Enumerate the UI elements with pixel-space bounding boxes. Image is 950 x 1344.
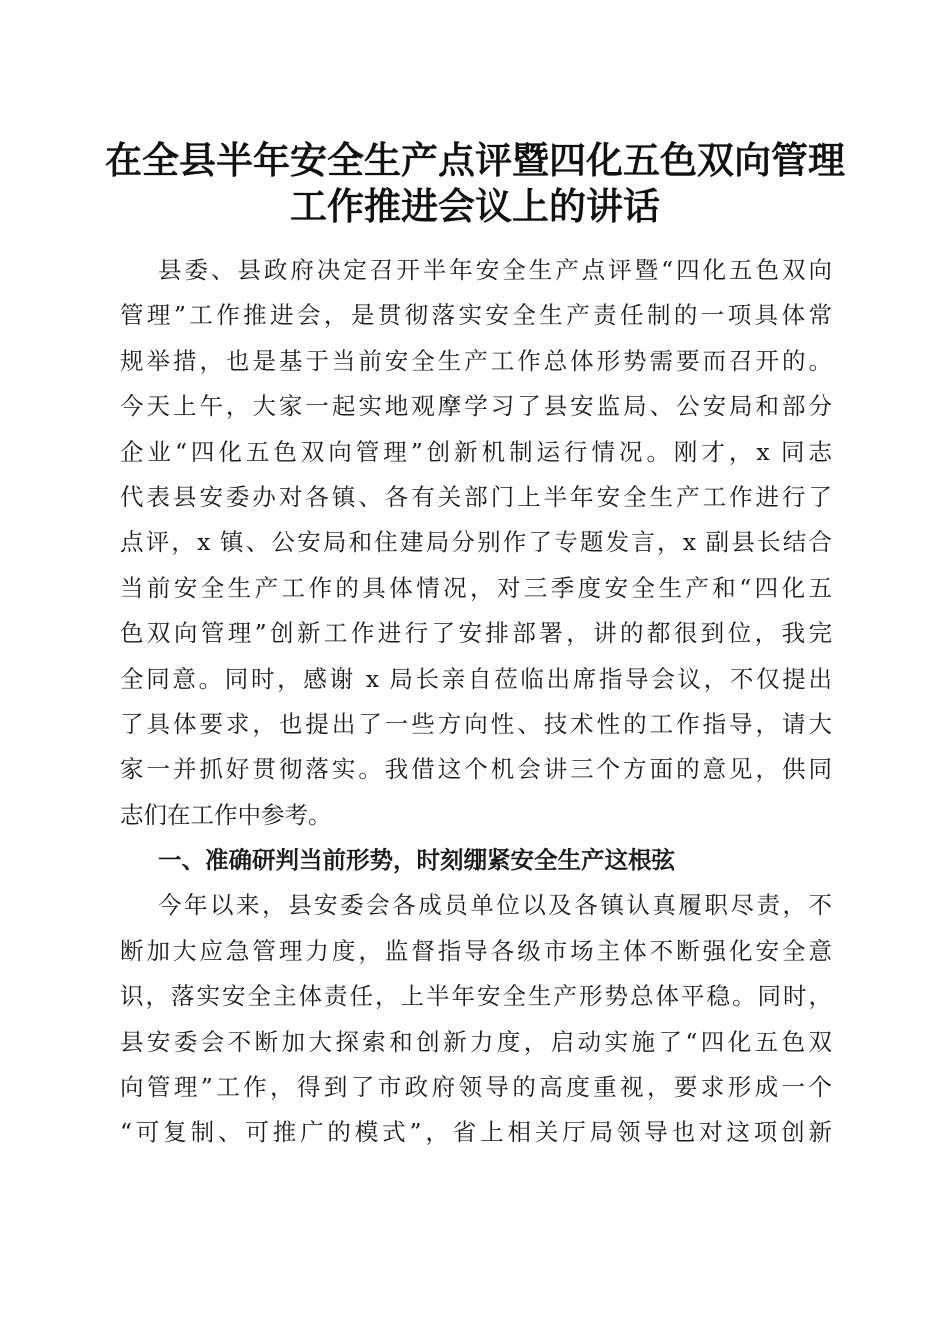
paragraph-line: 志们在工作中参考。 [120, 800, 332, 829]
paragraph-line: 当前安全生产工作的具体情况，对三季度安全生产和“四化五 [120, 573, 832, 602]
paragraph-line: 代表县安委办对各镇、各有关部门上半年安全生产工作进行了 [120, 482, 832, 511]
paragraph-line: 规举措，也是基于当前安全生产工作总体形势需要而召开的。 [120, 346, 832, 375]
paragraph-line: 企业“四化五色双向管理”创新机制运行情况。刚才，x 同志 [120, 437, 832, 466]
paragraph-line: 了具体要求，也提出了一些方向性、技术性的工作指导，请大 [120, 709, 832, 738]
paragraph-line: “可复制、可推广的模式”，省上相关厅局领导也对这项创新 [120, 1118, 832, 1147]
paragraph-line: 点评，x 镇、公安局和住建局分别作了专题发言，x 副县长结合 [120, 528, 832, 557]
paragraph-line: 家一并抓好贯彻落实。我借这个机会讲三个方面的意见，供同 [120, 755, 832, 784]
paragraph-line: 今天上午，大家一起实地观摩学习了县安监局、公安局和部分 [120, 392, 832, 421]
paragraph-line: 全同意。同时，感谢 x 局长亲自莅临出席指导会议，不仅提出 [120, 664, 832, 693]
paragraph-line: 县委、县政府决定召开半年安全生产点评暨“四化五色双向 [158, 256, 832, 284]
paragraph-line: 断加大应急管理力度，监督指导各级市场主体不断强化安全意 [120, 936, 832, 965]
document-title-line-2: 工作推进会议上的讲话 [290, 184, 660, 228]
paragraph-line: 管理”工作推进会，是贯彻落实安全生产责任制的一项具体常 [120, 301, 832, 330]
document-title-line-1: 在全县半年安全生产点评暨四化五色双向管理 [105, 138, 845, 182]
section-heading: 一、准确研判当前形势，时刻绷紧安全生产这根弦 [158, 846, 675, 875]
paragraph-line: 今年以来，县安委会各成员单位以及各镇认真履职尽责，不 [158, 891, 832, 920]
paragraph-line: 识，落实安全主体责任，上半年安全生产形势总体平稳。同时， [120, 982, 832, 1011]
paragraph-line: 向管理”工作，得到了市政府领导的高度重视，要求形成一个 [120, 1073, 832, 1102]
paragraph-line: 色双向管理”创新工作进行了安排部署，讲的都很到位，我完 [120, 619, 832, 648]
document-body [120, 248, 832, 1156]
paragraph-line: 县安委会不断加大探索和创新力度，启动实施了“四化五色双 [120, 1027, 832, 1056]
